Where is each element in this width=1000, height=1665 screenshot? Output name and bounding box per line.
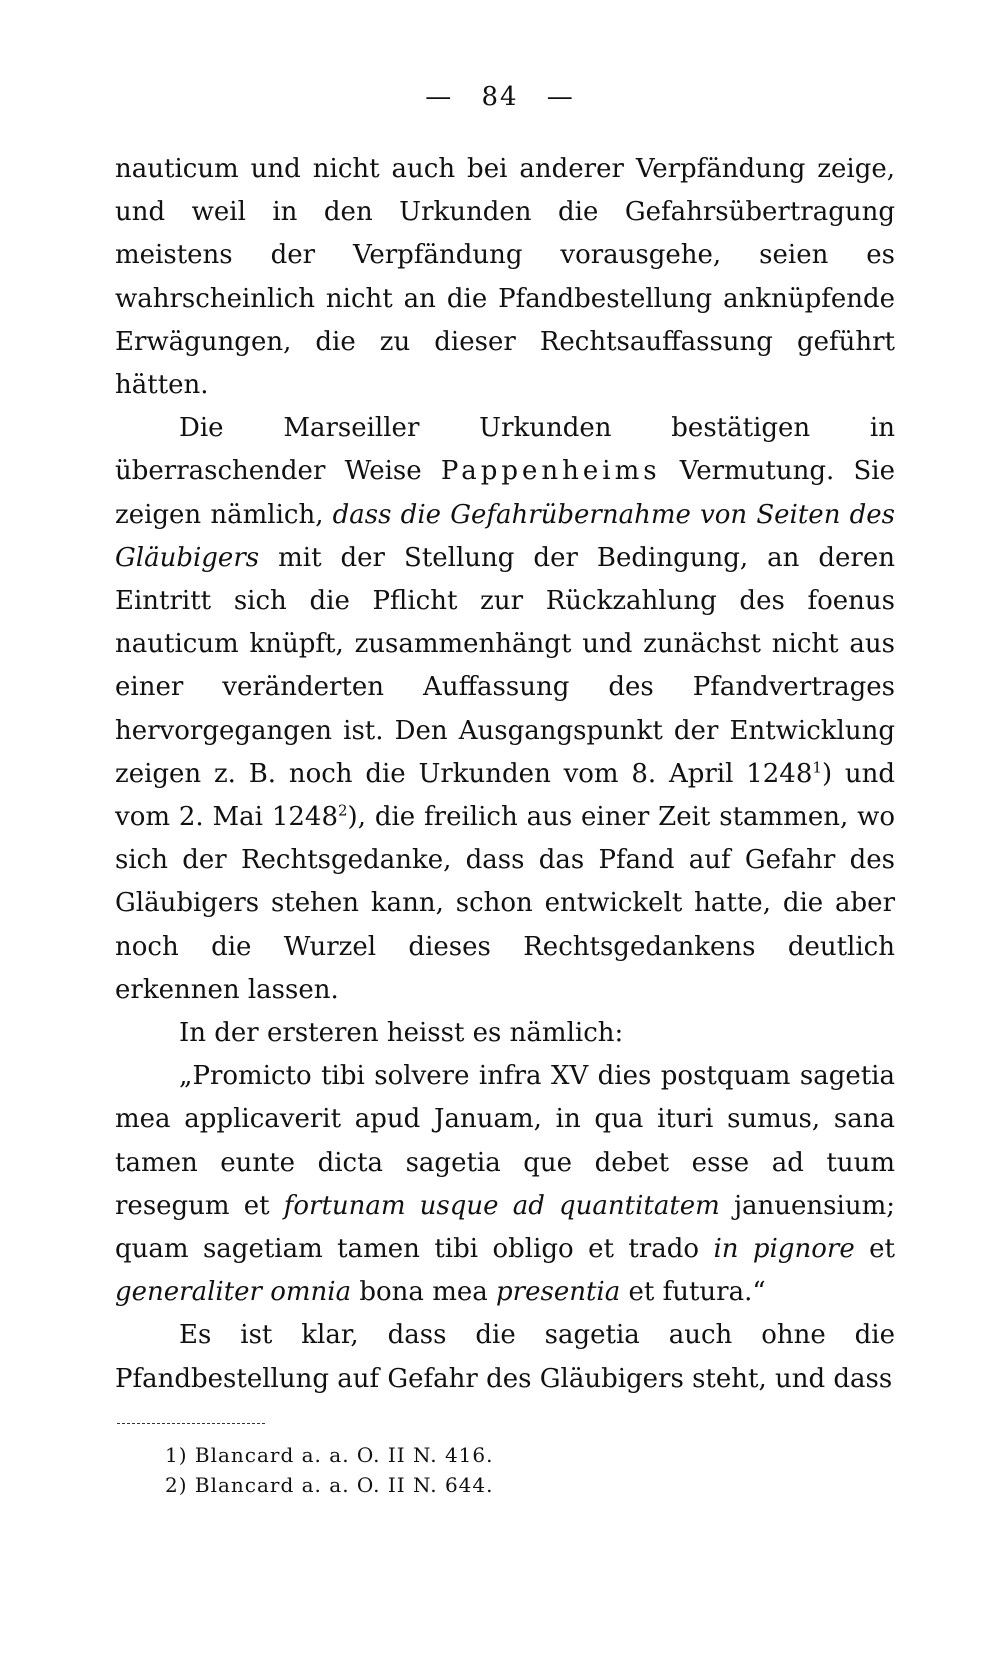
paragraph-2-text-b: Vermutung. Sie zeigen nämlich, <box>115 456 895 530</box>
quotation <box>115 1055 895 1314</box>
quotation-text-e: et futura.“ <box>620 1277 766 1308</box>
paragraph-2-text-a: Die Marseiller Urkunden bestätigen in überraschender Weise <box>115 413 895 487</box>
quotation-text-b: januensium; quam sagetiam tamen tibi obligo et trado <box>115 1190 895 1265</box>
author-name-pappenheim: Pappenheims <box>440 456 661 487</box>
paragraph-2-text-c: mit der Stellung der Bedingung, an deren Eintritt sich die Pflicht zur Rückzahlung des foenus nauticum knüpft, zusammenhängt und zunächst nicht aus einer veränderten Auffassung des Pfandvertrages hervorgegangen ist. Den Ausgangspunkt der Entwicklung zeigen z. B. noch die Urkunden vom 8. April 1248 <box>115 542 895 789</box>
footnote-divider <box>117 1423 265 1424</box>
quotation-text-c: et <box>854 1234 895 1265</box>
paragraph-2-italic: dass die Gefahrübernahme von Seiten des Gläubigers <box>115 499 895 573</box>
footnotes <box>165 1440 865 1500</box>
paragraph-1: nauticum und nicht auch bei anderer Verpfändung zeige, und weil in den Urkunden die Gefahrsübertragung meistens der Verpfändung vorausgehe, seien es wahrscheinlich nicht an die Pfandbestellung anknüpfende Erwägungen, die zu dieser Rechtsauffassung geführt hätten. <box>115 154 895 401</box>
footnote-2: 2) Blancard a. a. O. II N. 644. <box>165 1473 494 1497</box>
paragraph-5: Es ist klar, dass die sagetia auch ohne die Pfandbestellung auf Gefahr des Gläubigers steht, und dass <box>115 1320 895 1394</box>
page-number: — 84 — <box>425 82 575 112</box>
quotation-italic-3: generaliter omnia <box>115 1277 352 1308</box>
footnote-ref-2: 2 <box>338 801 348 820</box>
quotation-text-a: „Promicto tibi solvere infra XV dies postquam sagetia mea applicaverit apud Januam, in qua ituri sumus, sana tamen eunte dicta sagetia que debet esse ad tuum resegum et <box>115 1061 895 1221</box>
quotation-italic-1: fortunam usque ad quantitatem <box>283 1190 720 1221</box>
body-text <box>115 148 895 1401</box>
quotation-text-d: bona mea <box>351 1277 497 1308</box>
paragraph-2-text-d: ) und vom 2. Mai 1248 <box>115 758 895 833</box>
paragraph-2 <box>115 407 895 1012</box>
footnote-1: 1) Blancard a. a. O. II N. 416. <box>165 1443 494 1467</box>
paragraph-3: In der ersteren heisst es nämlich: <box>179 1018 624 1049</box>
paragraph-2-text-e: ), die freilich aus einer Zeit stammen, wo sich der Rechtsgedanke, dass das Pfand auf Gefahr des Gläubigers stehen kann, schon entwickelt hatte, die aber noch die Wurzel dieses Rechtsgedankens deutlich erkennen lassen. <box>115 802 895 1005</box>
footnote-ref-1: 1 <box>812 758 822 777</box>
quotation-italic-2: in pignore <box>713 1234 855 1265</box>
quotation-italic-4: presentia <box>496 1277 621 1308</box>
